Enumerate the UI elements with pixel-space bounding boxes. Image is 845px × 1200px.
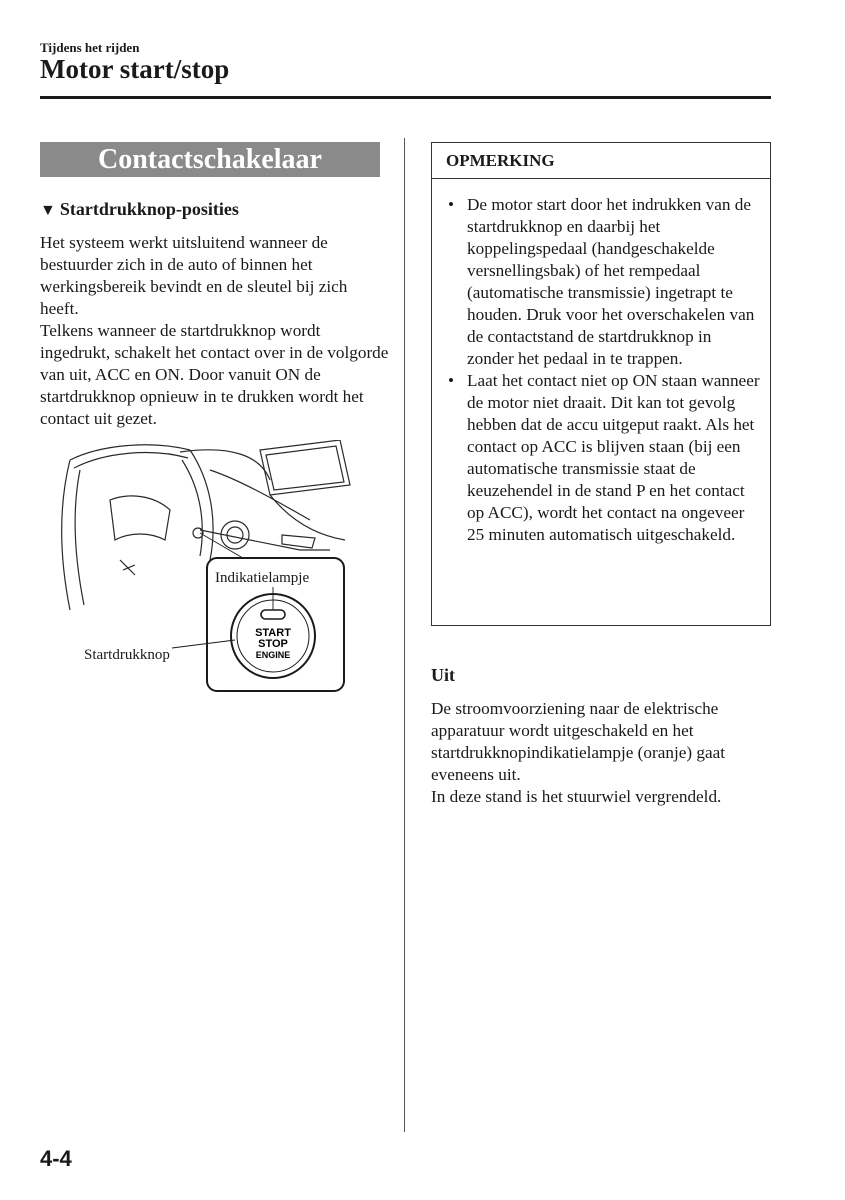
note-item-text: Laat het contact niet op ON staan wanneer de motor niet draait. Dit kan tot gevolg hebben dat de accu uitgeput raakt. Als het contact op ACC is blijven staan (bij een automatische transmissie staat de keuzehendel in de stand P en het contact op ACC), wordt het contact na ongeveer 25 minuten automatisch uitgeschakeld.: [467, 371, 760, 544]
note-item: [446, 194, 760, 370]
dashboard-drawing: [60, 440, 360, 700]
note-item: [446, 370, 760, 546]
note-item-text: De motor start door het indrukken van de startdrukknop en daarbij het koppelingspedaal (handgeschakelde versnellingsbak) of het rempedaal (automatische transmissie) ingetrapt te houden. Druk voor het overschakelen van de contactstand de startdrukknop in zonder het pedaal in te trappen.: [467, 195, 755, 368]
button-text-start: START: [255, 627, 291, 639]
intro-paragraph: Het systeem werkt uitsluitend wanneer de bestuurder zich in de auto of binnen het werkingsbereik bevindt en de sleutel bij zich heeft.: [40, 233, 348, 318]
triangle-marker-icon: ▼: [40, 202, 56, 219]
uit-paragraph: In deze stand is het stuurwiel vergrendeld.: [431, 787, 722, 806]
uit-heading: Uit: [431, 665, 455, 685]
note-box: [431, 142, 771, 626]
page-number: 4-4: [40, 1146, 72, 1171]
uit-body: [431, 698, 776, 808]
button-text-engine: ENGINE: [255, 650, 291, 660]
button-text-stop: STOP: [258, 638, 288, 650]
note-heading: OPMERKING: [432, 143, 770, 179]
intro-body: [40, 232, 390, 430]
subheading: [40, 199, 239, 220]
page-title: Motor start/stop: [40, 54, 230, 84]
uit-paragraph: De stroomvoorziening naar de elektrische apparatuur wordt uitgeschakeld en het startdrukknopindikatielampje (oranje) gaat eveneens uit.: [431, 699, 725, 784]
bullet-icon: •: [448, 195, 455, 214]
bullet-icon: •: [448, 371, 455, 390]
note-list: [432, 179, 770, 546]
dashboard-illustration: [60, 440, 360, 700]
title-rule: [40, 96, 771, 99]
indicator-label: Indikatielampje: [215, 570, 310, 586]
column-divider: [404, 138, 405, 1132]
subheading-text: Startdrukknop-posities: [59, 199, 239, 219]
section-banner: Contactschakelaar: [40, 142, 380, 177]
button-label: Startdrukknop: [84, 647, 170, 663]
intro-paragraph: Telkens wanneer de startdrukknop wordt ingedrukt, schakelt het contact over in de volgorde van uit, ACC en ON. Door vanuit ON de startdrukknop opnieuw in te drukken wordt het contact uit gezet.: [40, 321, 389, 428]
section-label: Tijdens het rijden: [40, 40, 140, 55]
